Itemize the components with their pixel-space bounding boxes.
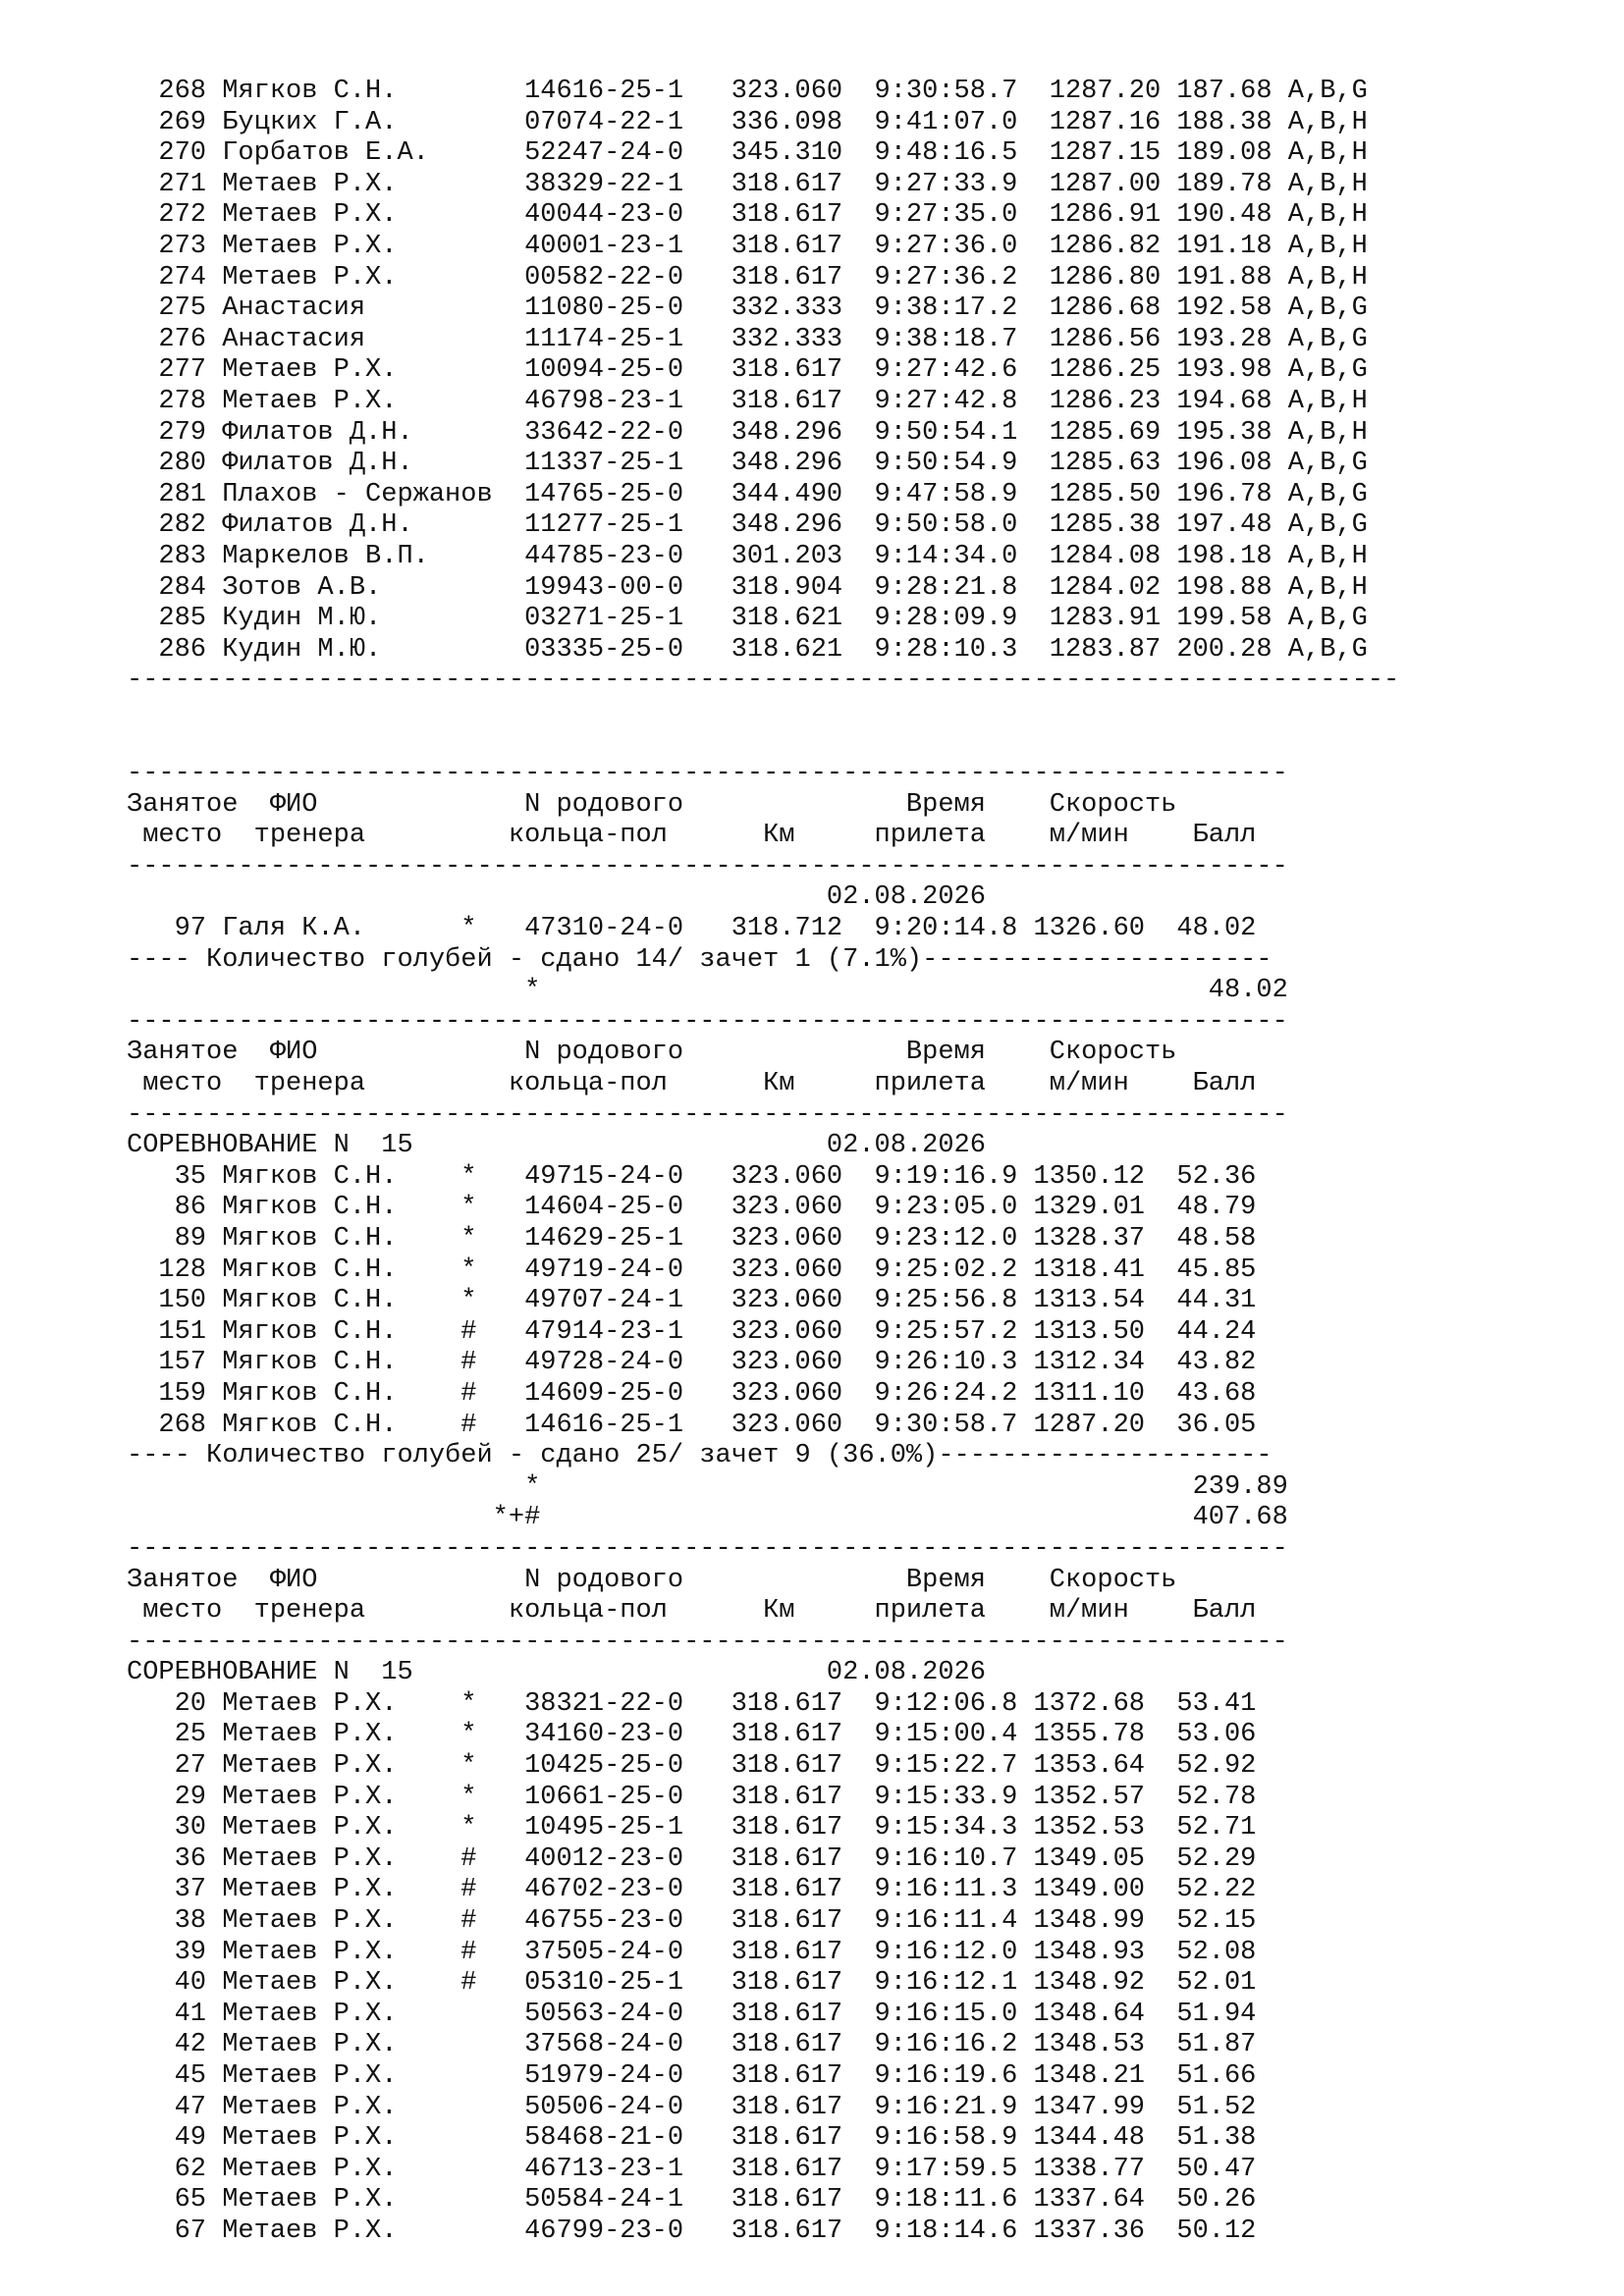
- text-line: 25 Метаев Р.Х. * 34160-23-0 318.617 9:15:00.4 1355.78 53.06: [127, 1720, 1257, 1750]
- text-line: *+# 407.68: [127, 1503, 1288, 1533]
- text-line: ---- Количество голубей - сдано 25/ зачет 9 (36.0%)---------------------: [127, 1441, 1272, 1471]
- text-line: 27 Метаев Р.Х. * 10425-25-0 318.617 9:15:22.7 1353.64 52.92: [127, 1751, 1257, 1782]
- text-line: 89 Мягков С.Н. * 14629-25-1 323.060 9:23:12.0 1328.37 48.58: [127, 1223, 1257, 1254]
- text-line: 280 Филатов Д.Н. 11337-25-1 348.296 9:50:54.9 1285.63 196.08 A,B,G: [127, 449, 1368, 479]
- text-line: 285 Кудин М.Ю. 03271-25-1 318.621 9:28:09.9 1283.91 199.58 A,B,G: [127, 604, 1368, 634]
- text-line: 47 Метаев Р.Х. 50506-24-0 318.617 9:16:21.9 1347.99 51.52: [127, 2092, 1257, 2122]
- text-line: * 48.02: [127, 976, 1288, 1006]
- text-line: 67 Метаев Р.Х. 46799-23-0 318.617 9:18:14.6 1337.36 50.12: [127, 2216, 1257, 2246]
- text-line: 30 Метаев Р.Х. * 10495-25-1 318.617 9:15:34.3 1352.53 52.71: [127, 1813, 1257, 1843]
- text-line: 36 Метаев Р.Х. # 40012-23-0 318.617 9:16:10.7 1349.05 52.29: [127, 1843, 1257, 1874]
- text-line: 65 Метаев Р.Х. 50584-24-1 318.617 9:18:11.6 1337.64 50.26: [127, 2185, 1257, 2216]
- text-line: 274 Метаев Р.Х. 00582-22-0 318.617 9:27:36.2 1286.80 191.88 A,B,H: [127, 262, 1368, 293]
- text-line: 97 Галя К.А. * 47310-24-0 318.712 9:20:14.8 1326.60 48.02: [127, 914, 1257, 944]
- text-line: Занятое ФИО N родового Время Скорость: [127, 1565, 1177, 1595]
- text-line: Занятое ФИО N родового Время Скорость: [127, 789, 1177, 820]
- text-line: 35 Мягков С.Н. * 49715-24-0 323.060 9:19:16.9 1350.12 52.36: [127, 1161, 1257, 1192]
- text-line: 41 Метаев Р.Х. 50563-24-0 318.617 9:16:15.0 1348.64 51.94: [127, 1999, 1257, 2029]
- text-line: 150 Мягков С.Н. * 49707-24-1 323.060 9:25:56.8 1313.54 44.31: [127, 1286, 1257, 1316]
- text-line: -------------------------------------------------------------------------: [127, 759, 1288, 789]
- text-line: СОРЕВНОВАНИЕ N 15 02.08.2026: [127, 1658, 986, 1688]
- text-line: 38 Метаев Р.Х. # 46755-23-0 318.617 9:16:11.4 1348.99 52.15: [127, 1906, 1257, 1937]
- text-line: * 239.89: [127, 1471, 1288, 1502]
- text-line: 20 Метаев Р.Х. * 38321-22-0 318.617 9:12:06.8 1372.68 53.41: [127, 1688, 1257, 1719]
- text-line: 276 Анастасия 11174-25-1 332.333 9:38:18.7 1286.56 193.28 A,B,G: [127, 324, 1368, 354]
- text-line: 278 Метаев Р.Х. 46798-23-1 318.617 9:27:42.8 1286.23 194.68 A,B,H: [127, 386, 1368, 416]
- results-printout: [127, 77, 1399, 2248]
- text-line: 39 Метаев Р.Х. # 37505-24-0 318.617 9:16:12.0 1348.93 52.08: [127, 1937, 1257, 1967]
- text-line: Занятое ФИО N родового Время Скорость: [127, 1038, 1177, 1068]
- text-line: 40 Метаев Р.Х. # 05310-25-1 318.617 9:16:12.1 1348.92 52.01: [127, 1968, 1257, 1999]
- text-line: --------------------------------------------------------------------------------: [127, 666, 1400, 696]
- text-line: 159 Мягков С.Н. # 14609-25-0 323.060 9:26:24.2 1311.10 43.68: [127, 1378, 1257, 1409]
- text-line: 62 Метаев Р.Х. 46713-23-1 318.617 9:17:59.5 1338.77 50.47: [127, 2154, 1257, 2184]
- text-line: 271 Метаев Р.Х. 38329-22-1 318.617 9:27:33.9 1287.00 189.78 A,B,H: [127, 169, 1368, 199]
- text-line: -------------------------------------------------------------------------: [127, 851, 1288, 881]
- text-line: ---- Количество голубей - сдано 14/ зачет 1 (7.1%)----------------------: [127, 944, 1272, 975]
- text-line: 157 Мягков С.Н. # 49728-24-0 323.060 9:26:10.3 1312.34 43.82: [127, 1348, 1257, 1378]
- text-line: 279 Филатов Д.Н. 33642-22-0 348.296 9:50:54.1 1285.69 195.38 A,B,H: [127, 417, 1368, 448]
- text-line: -------------------------------------------------------------------------: [127, 1099, 1288, 1130]
- text-line: СОРЕВНОВАНИЕ N 15 02.08.2026: [127, 1131, 986, 1161]
- text-line: место тренера кольца-пол Км прилета м/мин Балл: [127, 1069, 1257, 1098]
- text-line: 282 Филатов Д.Н. 11277-25-1 348.296 9:50:58.0 1285.38 197.48 A,B,G: [127, 510, 1368, 541]
- text-line: -------------------------------------------------------------------------: [127, 1533, 1288, 1564]
- text-line: 49 Метаев Р.Х. 58468-21-0 318.617 9:16:58.9 1344.48 51.38: [127, 2123, 1257, 2154]
- text-line: 273 Метаев Р.Х. 40001-23-1 318.617 9:27:36.0 1286.82 191.18 A,B,H: [127, 231, 1368, 261]
- text-line: 128 Мягков С.Н. * 49719-24-0 323.060 9:25:02.2 1318.41 45.85: [127, 1255, 1257, 1285]
- text-line: 42 Метаев Р.Х. 37568-24-0 318.617 9:16:16.2 1348.53 51.87: [127, 2030, 1257, 2060]
- text-line: 284 Зотов А.В. 19943-00-0 318.904 9:28:21.8 1284.02 198.88 A,B,H: [127, 572, 1368, 603]
- text-line: место тренера кольца-пол Км прилета м/мин Балл: [127, 1596, 1257, 1627]
- text-line: 86 Мягков С.Н. * 14604-25-0 323.060 9:23:05.0 1329.01 48.79: [127, 1193, 1257, 1223]
- text-line: 272 Метаев Р.Х. 40044-23-0 318.617 9:27:35.0 1286.91 190.48 A,B,H: [127, 200, 1368, 231]
- text-line: 37 Метаев Р.Х. # 46702-23-0 318.617 9:16:11.3 1349.00 52.22: [127, 1875, 1257, 1905]
- text-line: 269 Буцких Г.А. 07074-22-1 336.098 9:41:07.0 1287.16 188.38 A,B,H: [127, 107, 1368, 137]
- text-line: -------------------------------------------------------------------------: [127, 1006, 1288, 1037]
- text-line: 283 Маркелов В.П. 44785-23-0 301.203 9:14:34.0 1284.08 198.18 A,B,H: [127, 541, 1368, 571]
- text-line: 02.08.2026: [127, 882, 986, 913]
- text-line: 151 Мягков С.Н. # 47914-23-1 323.060 9:25:57.2 1313.50 44.24: [127, 1316, 1257, 1347]
- text-line: 275 Анастасия 11080-25-0 332.333 9:38:17.2 1286.68 192.58 A,B,G: [127, 294, 1368, 324]
- text-line: 29 Метаев Р.Х. * 10661-25-0 318.617 9:15:33.9 1352.57 52.78: [127, 1782, 1257, 1812]
- text-line: 270 Горбатов Е.А. 52247-24-0 345.310 9:48:16.5 1287.15 189.08 A,B,H: [127, 138, 1368, 169]
- text-line: [127, 697, 1399, 728]
- text-line: 286 Кудин М.Ю. 03335-25-0 318.621 9:28:10.3 1283.87 200.28 A,B,G: [127, 634, 1368, 665]
- text-line: [127, 727, 1399, 759]
- text-line: -------------------------------------------------------------------------: [127, 1627, 1288, 1657]
- text-line: 268 Мягков С.Н. 14616-25-1 323.060 9:30:58.7 1287.20 187.68 A,B,G: [127, 77, 1368, 106]
- text-line: 45 Метаев Р.Х. 51979-24-0 318.617 9:16:19.6 1348.21 51.66: [127, 2061, 1257, 2091]
- text-line: 281 Плахов - Сержанов 14765-25-0 344.490 9:47:58.9 1285.50 196.78 A,B,G: [127, 479, 1368, 509]
- text-line: 268 Мягков С.Н. # 14616-25-1 323.060 9:30:58.7 1287.20 36.05: [127, 1410, 1257, 1440]
- text-line: 277 Метаев Р.Х. 10094-25-0 318.617 9:27:42.6 1286.25 193.98 A,B,G: [127, 355, 1368, 386]
- text-line: место тренера кольца-пол Км прилета м/мин Балл: [127, 821, 1257, 851]
